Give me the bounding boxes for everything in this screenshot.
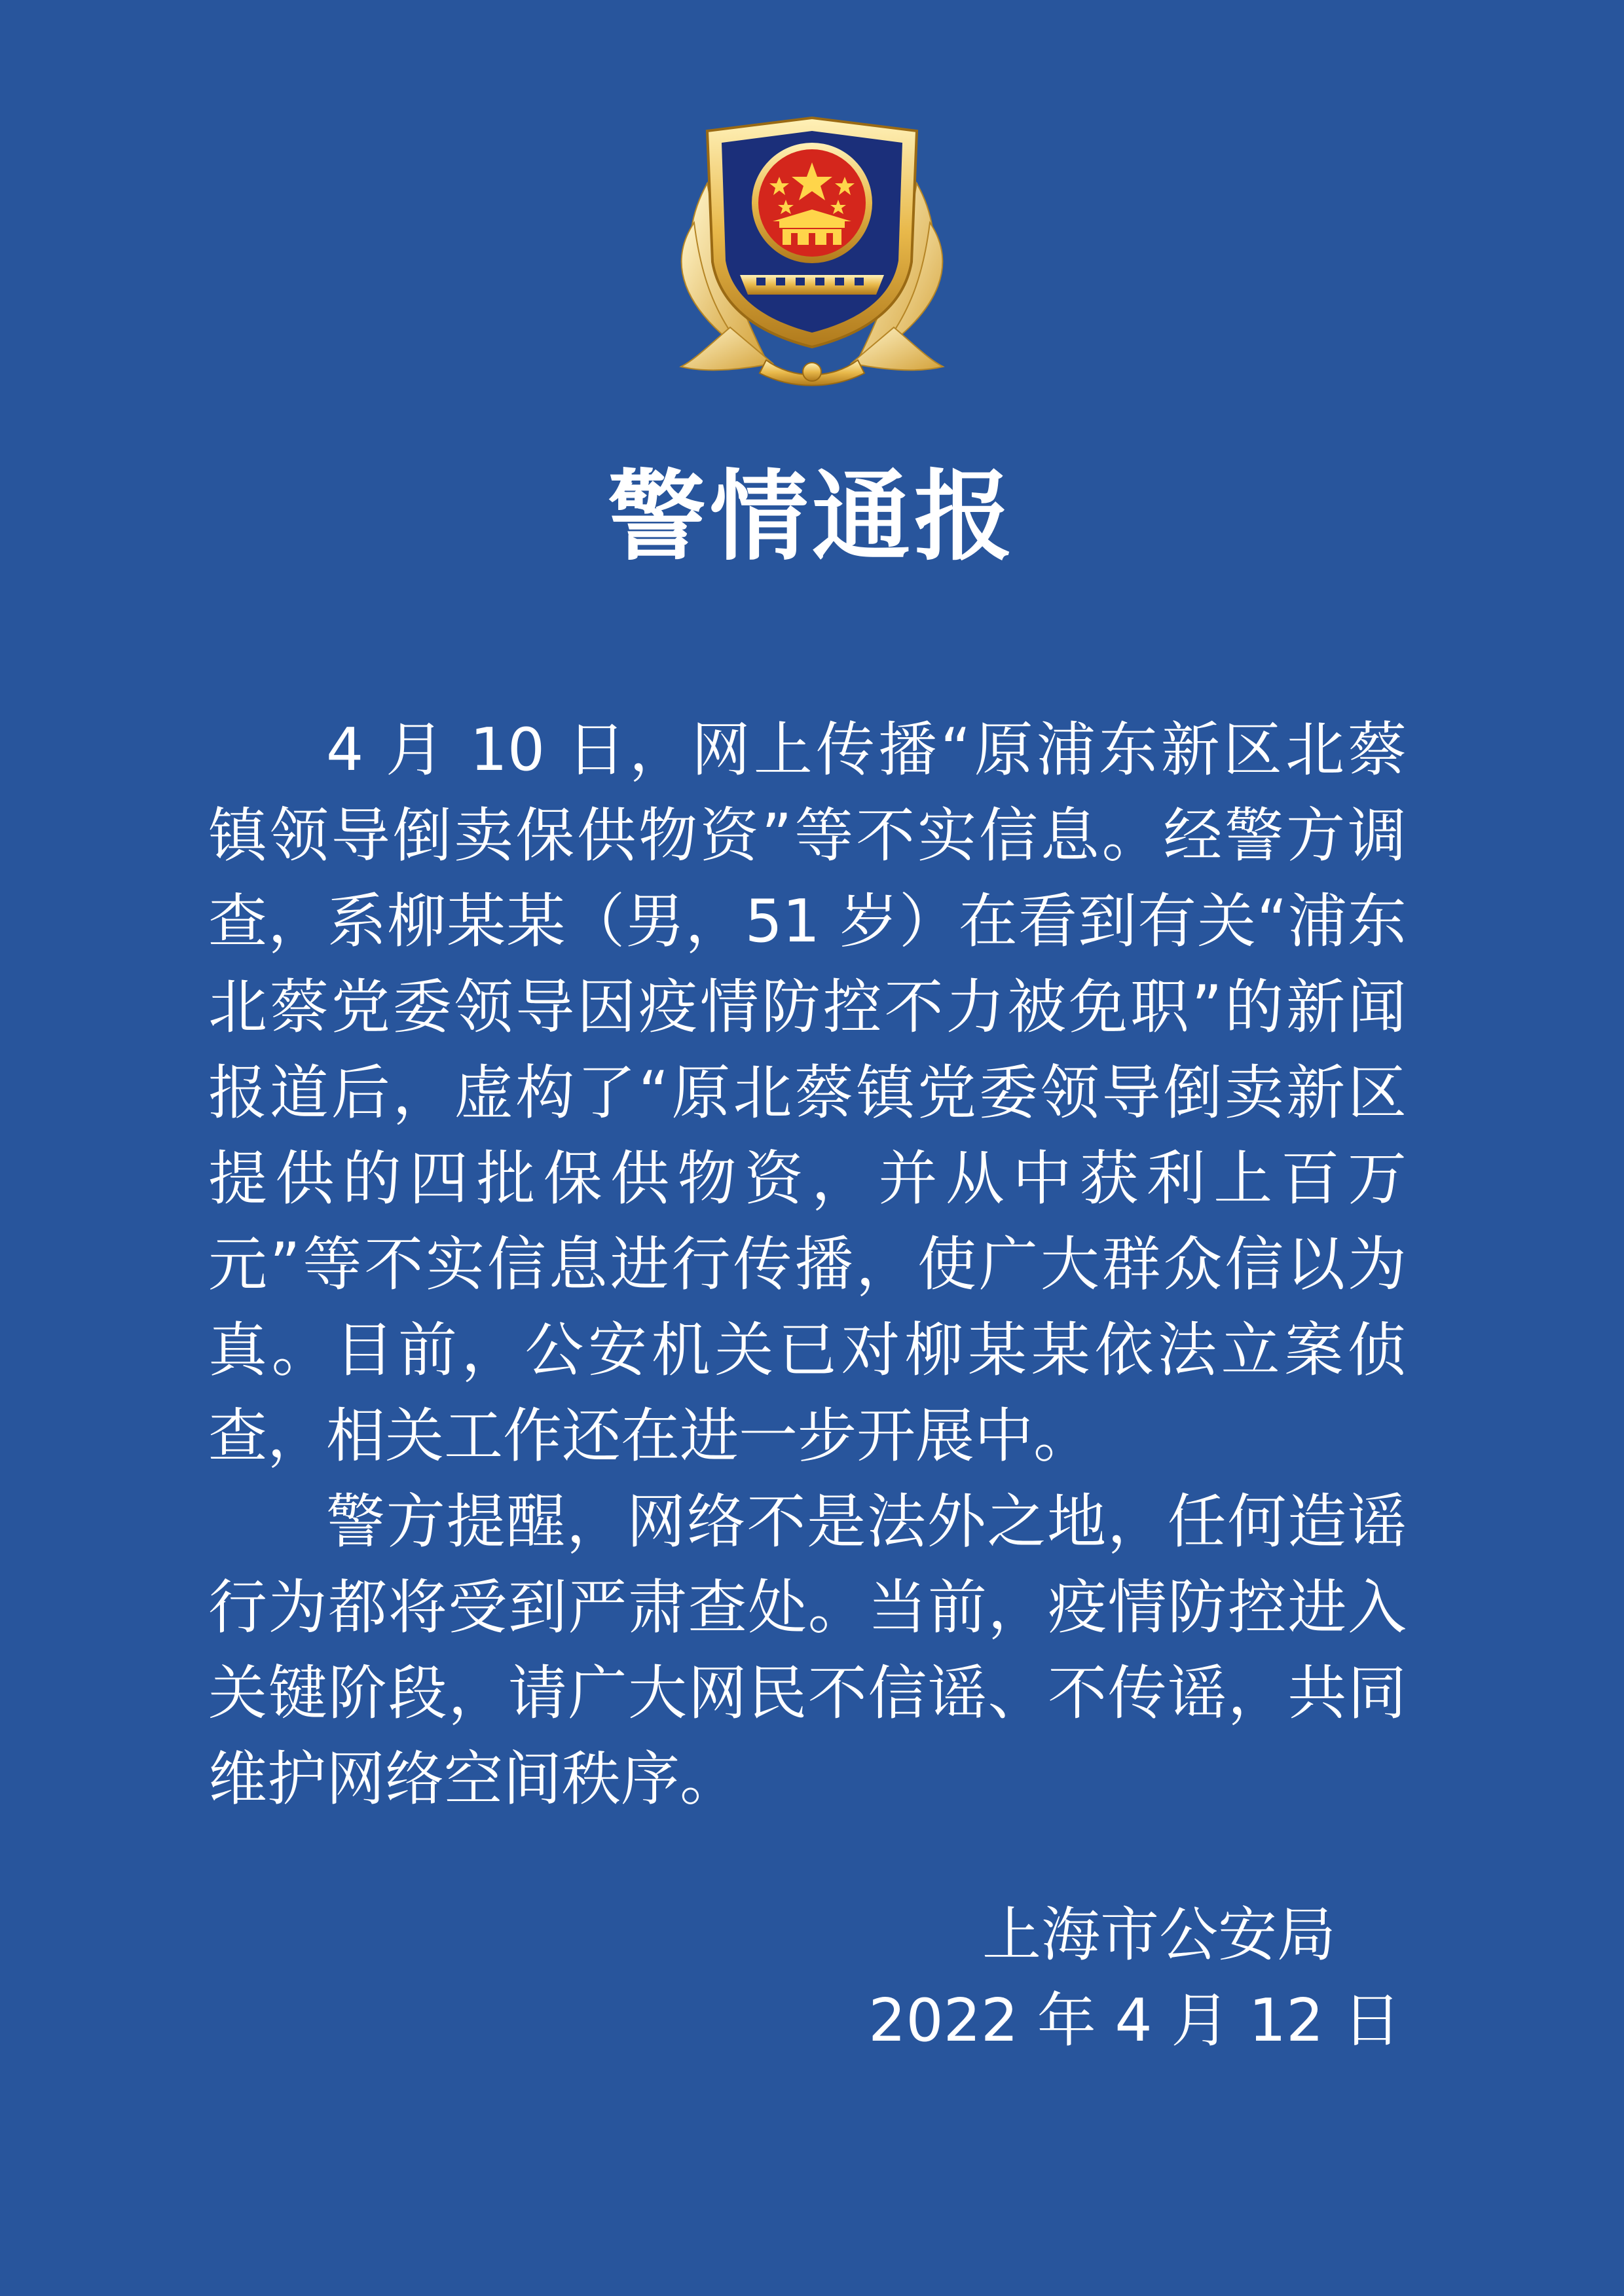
signature-block xyxy=(851,1892,1401,2064)
issue-date: 2022 年 4 月 12 日 xyxy=(868,1986,1401,2055)
issuing-organization: 上海市公安局 xyxy=(982,1901,1336,1969)
police-emblem-icon xyxy=(668,111,956,393)
page-title: 警情通报 xyxy=(607,460,1016,574)
paragraph-2: 警方提醒，网络不是法外之地，任何造谣行为都将受到严肃查处。当前，疫情防控进入关键阶段，请广大网民不信谣、不传谣，共同维护网络空间秩序。 xyxy=(208,1487,1407,1813)
paragraph-1: 4 月 10 日，网上传播“原浦东新区北蔡镇领导倒卖保供物资”等不实信息。经警方调查，系柳某某（男，51 岁）在看到有关“浦东北蔡党委领导因疫情防控不力被免职”的新闻报道后，虚构了“原北蔡镇党委领导倒卖新区提供的四批保供物资，并从中获利上百万元”等不实信息进行传播，使广大群众信以为真。目前，公安机关已对柳某某依法立案侦查，相关工作还在进一步开展中。 xyxy=(208,716,1407,1470)
notice-body xyxy=(208,707,1407,1822)
